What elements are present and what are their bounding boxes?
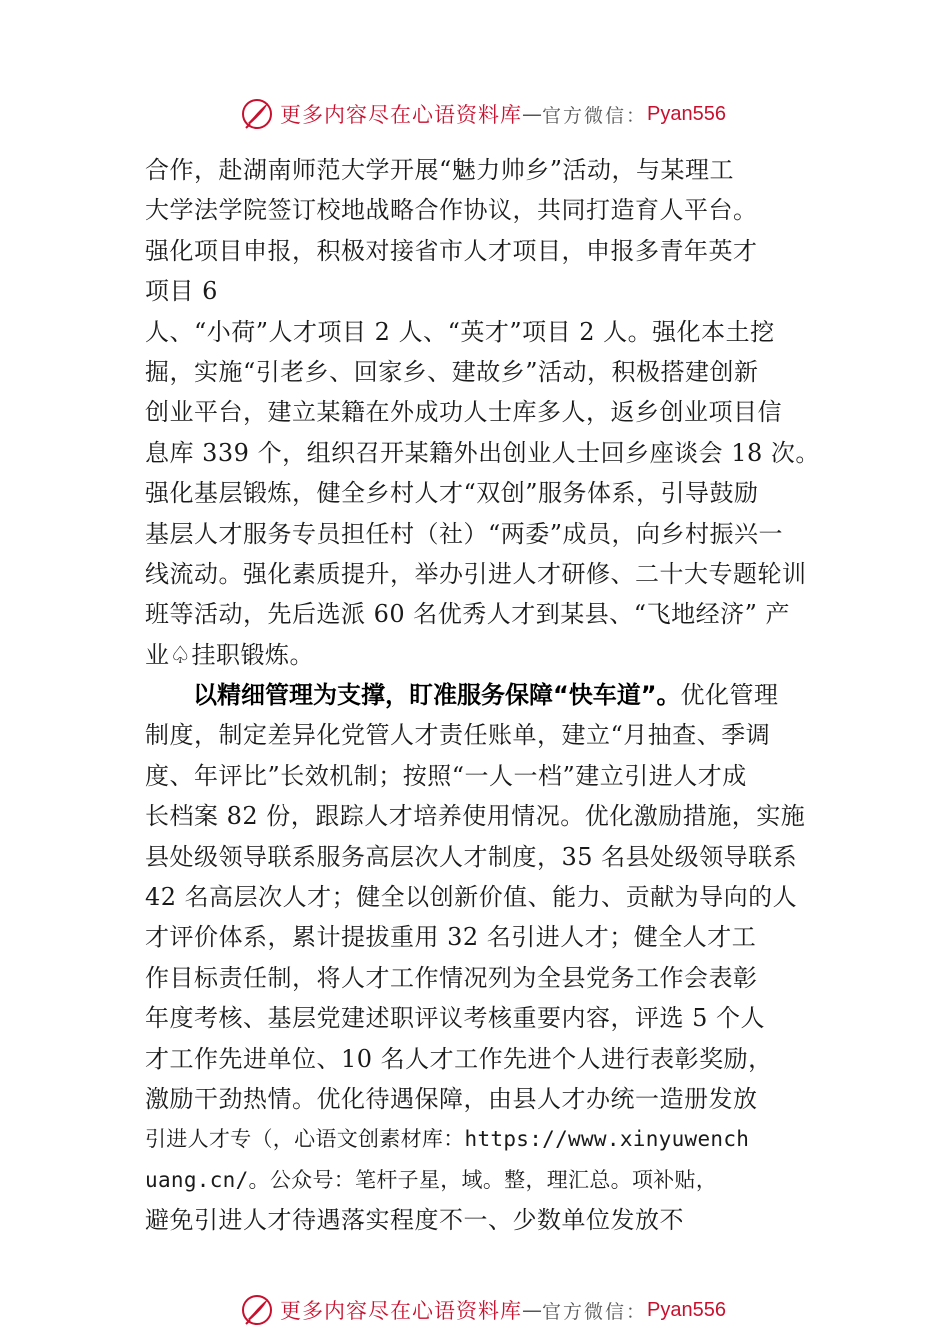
text-line: 才评价体系，累计提拔重用 32 名引进人才；健全人才工 (145, 923, 757, 952)
text-line: 班等活动，先后选派 60 名优秀人才到某县、“飞地经济” 产 (145, 600, 790, 629)
text-line: 息库 339 个，组织召开某籍外出创业人士回乡座谈会 18 次。 (145, 438, 820, 467)
wechat-id: Pyan556 (647, 102, 726, 125)
wechat-id: Pyan556 (647, 1298, 726, 1321)
text-line: 才工作先进单位、10 名人才工作先进个人进行表彰奖励， (145, 1044, 773, 1073)
text-line: 线流动。强化素质提升，举办引进人才研修、二十大专题轮训 (145, 559, 807, 588)
text-line: 42 名高层次人才；健全以创新价值、能力、贡献为导向的人 (145, 883, 798, 912)
text-line: 创业平台，建立某籍在外成功人士库多人，返乡创业项目信 (145, 398, 782, 427)
banner-dash: — (522, 102, 542, 126)
text-line: 合作，赴湖南师范大学开展“魅力帅乡”活动，与某理工 (145, 156, 735, 184)
text-line: 激励干劲热情。优化待遇保障，由县人才办统一造册发放 (145, 1084, 758, 1113)
wechat-label: 官方微信： (542, 1300, 648, 1323)
text-line: 作目标责任制，将人才工作情况列为全县党务工作会表彰 (145, 963, 758, 992)
text-line: 强化基层锻炼，健全乡村人才“双创”服务体系，引导鼓励 (145, 479, 759, 508)
document-body (145, 150, 825, 1241)
banner-title: 更多内容尽在心语资料库 (280, 1299, 522, 1323)
text-line-url: 引进人才专（，心语文创素材库：https://www.xinyuwench (145, 1127, 750, 1152)
text-line: 大学法学院签订校地战略合作协议，共同打造育人平台。 (145, 196, 758, 225)
banner-dash: — (522, 1298, 542, 1322)
footer-banner (240, 1290, 760, 1330)
paragraph-heading-line (145, 675, 825, 715)
text-line: 掘，实施“引老乡、回家乡、建故乡”活动，积极搭建创新 (145, 357, 759, 386)
header-banner (240, 94, 760, 134)
text-line: 制度，制定差异化党管人才责任账单，建立“月抽查、季调 (145, 721, 771, 750)
paragraph-heading: 以精细管理为支撑，盯准服务保障“快车道”。 (193, 681, 681, 710)
wechat-label: 官方微信： (542, 104, 648, 127)
quill-logo-icon (240, 1293, 274, 1327)
text-line: 人、“小荷”人才项目 2 人、“英才”项目 2 人。强化本土挖 (145, 317, 775, 346)
text-line: 长档案 82 份，跟踪人才培养使用情况。优化激励措施，实施 (145, 802, 806, 831)
text-line: 基层人才服务专员担任村（社）“两委”成员，向乡村振兴一 (145, 519, 784, 548)
text-line-last: 避免引进人才待遇落实程度不一、少数单位发放不 (145, 1206, 684, 1235)
text-line: 县处级领导联系服务高层次人才制度，35 名县处级领导联系 (145, 842, 798, 871)
text-line: 年度考核、基层党建述职评议考核重要内容，评选 5 个人 (145, 1004, 766, 1033)
text-line-url: uang.cn/。公众号：笔杆子星，域。整，理汇总。项补贴， (145, 1167, 718, 1192)
text-line: 度、年评比”长效机制；按照“一人一档”建立引进人才成 (145, 761, 747, 790)
banner-title: 更多内容尽在心语资料库 (280, 103, 522, 127)
quill-logo-icon (240, 97, 274, 131)
text-line: 业♤挂职锻炼。 (145, 640, 315, 669)
text-line: 项目 6 (145, 277, 218, 306)
text-line: 强化项目申报，积极对接省市人才项目，申报多青年英才 (145, 236, 758, 265)
heading-line-rest: 优化管理 (680, 681, 779, 710)
